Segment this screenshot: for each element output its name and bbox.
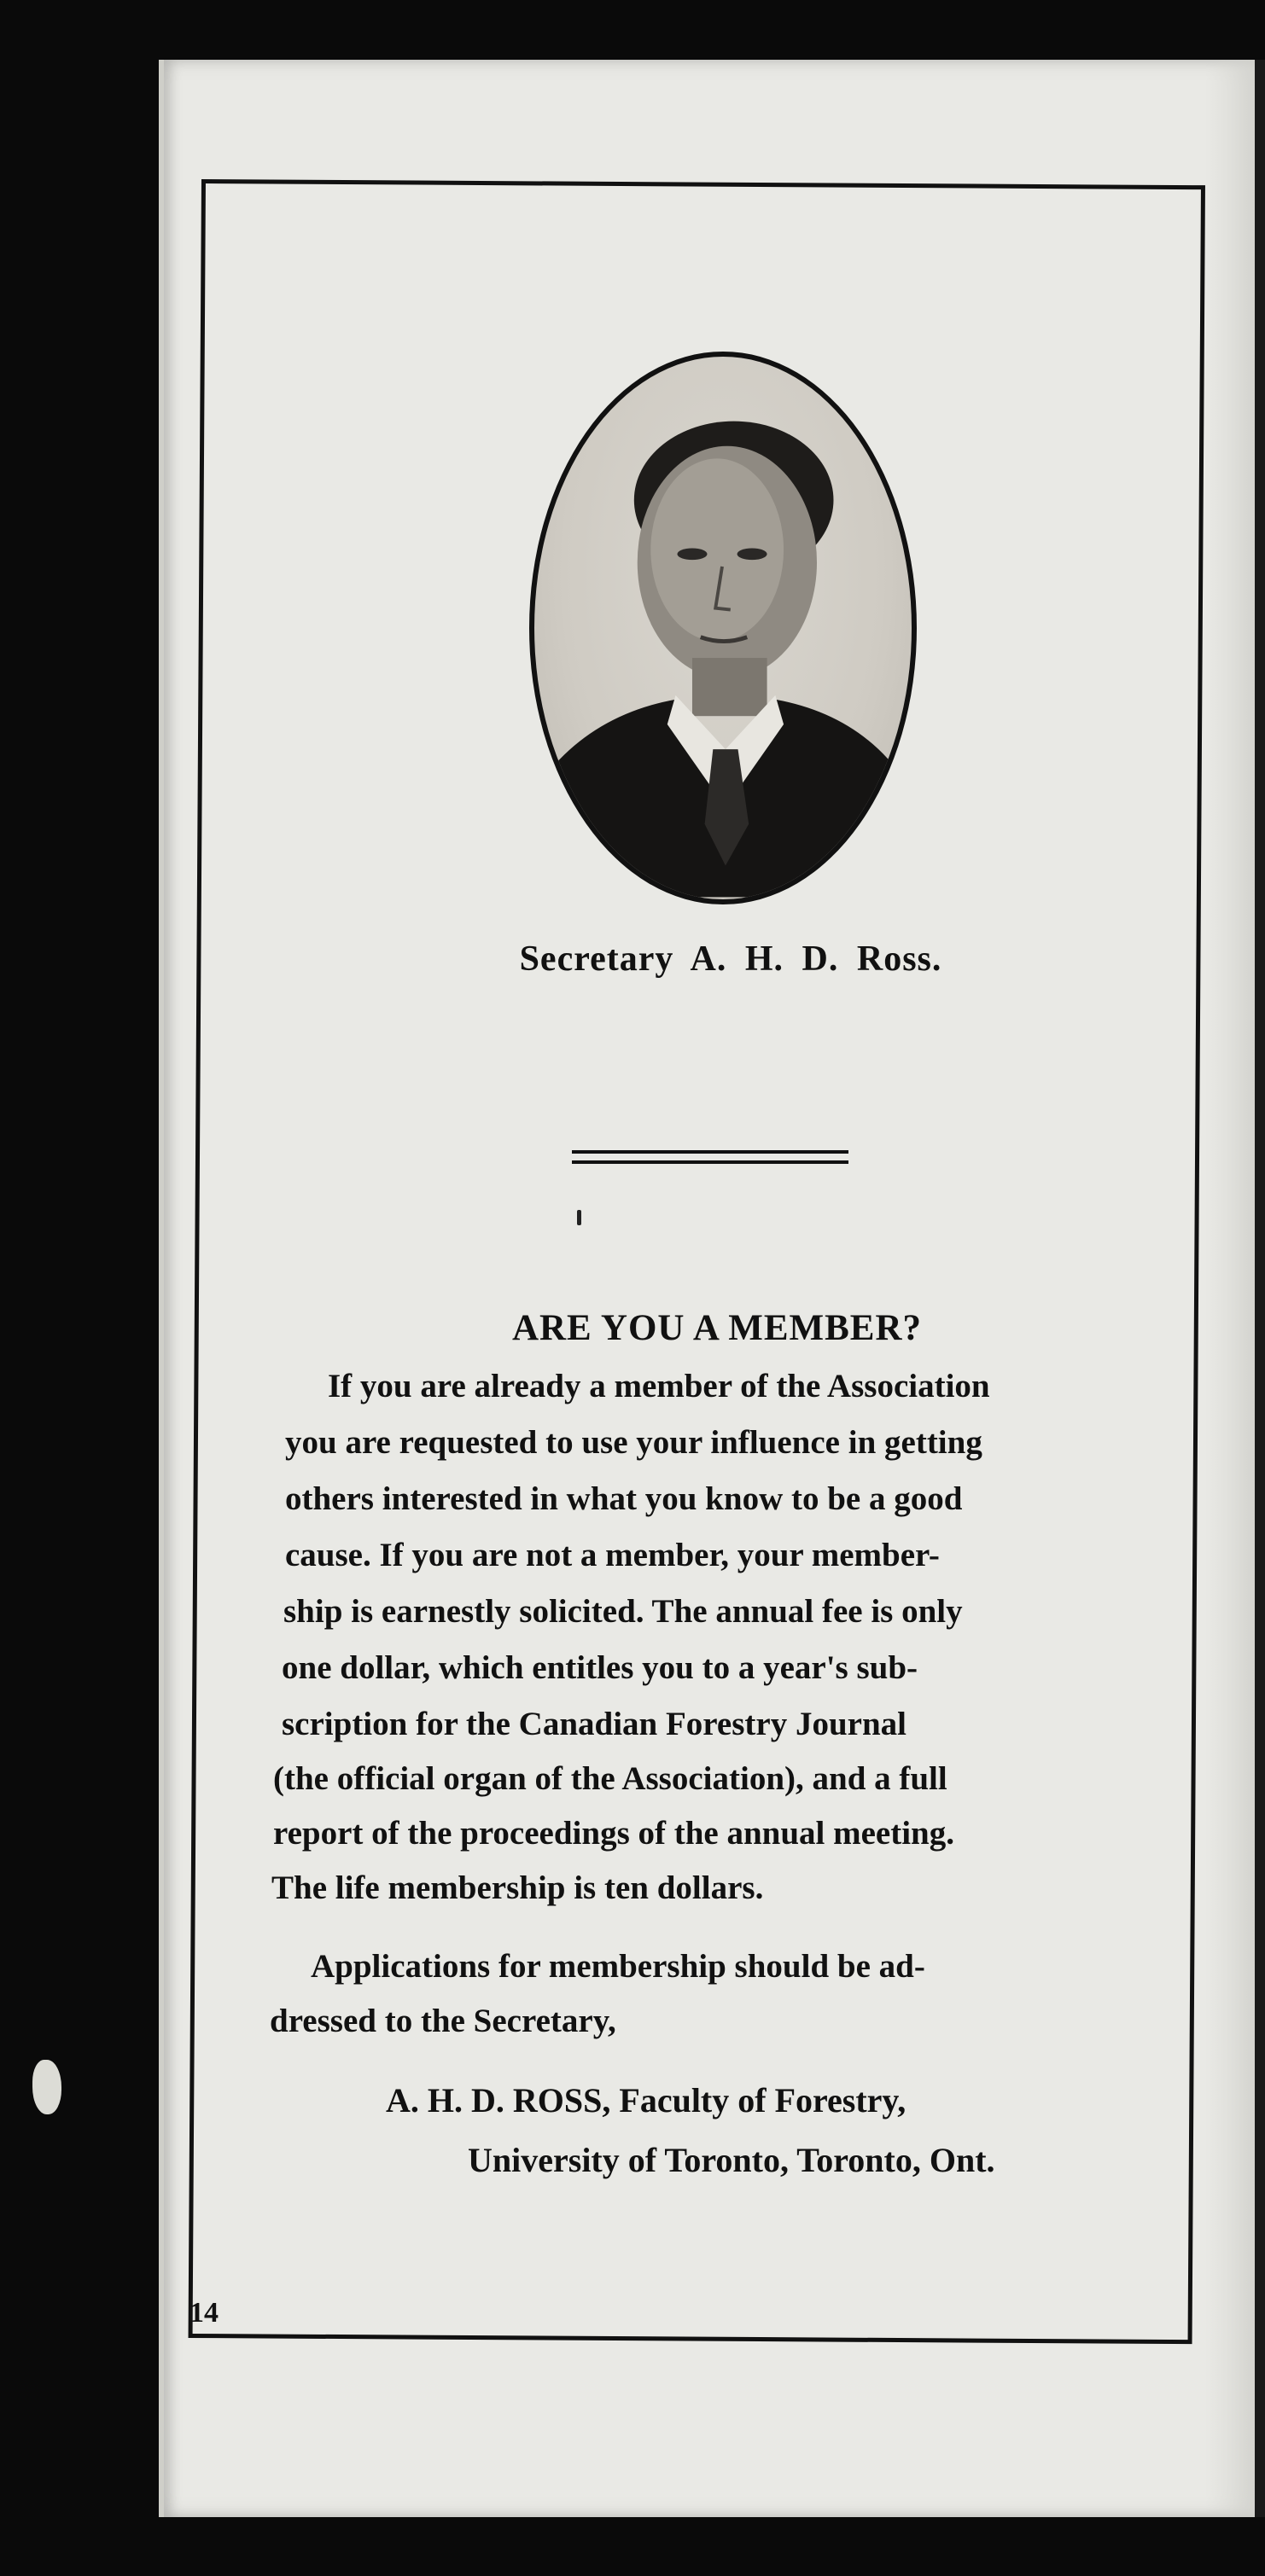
paragraph-line: cause. If you are not a member, your member-: [285, 1537, 940, 1573]
paragraph-line: ship is earnestly solicited. The annual fee is only: [283, 1593, 963, 1630]
portrait-photo: [529, 352, 917, 904]
portrait-caption: Secretary A. H. D. Ross.: [519, 939, 942, 979]
signature-line: University of Toronto, Toronto, Ont.: [468, 2141, 995, 2179]
paragraph-line: you are requested to use your influence in getting: [285, 1424, 982, 1461]
page-number: 14: [189, 2297, 219, 2329]
section-heading: ARE YOU A MEMBER?: [511, 1308, 923, 1348]
scan-edge: [1255, 60, 1265, 2517]
divider-rule-top: [572, 1150, 848, 1154]
paragraph-line: scription for the Canadian Forestry Journal: [282, 1706, 906, 1742]
paragraph-line: If you are already a member of the Association: [328, 1368, 990, 1404]
paragraph-line: others interested in what you know to be a good: [285, 1480, 963, 1517]
paragraph-line: (the official organ of the Association), and a full: [273, 1760, 947, 1797]
paragraph-line: The life membership is ten dollars.: [271, 1869, 764, 1906]
paragraph-line: one dollar, which entitles you to a year's sub-: [282, 1649, 918, 1686]
paragraph-line: Applications for membership should be ad-: [311, 1948, 925, 1985]
signature-line: A. H. D. ROSS, Faculty of Forestry,: [386, 2081, 906, 2120]
portrait-icon: [534, 357, 912, 899]
paragraph-line: dressed to the Secretary,: [270, 2003, 616, 2039]
divider-rule-bottom: [572, 1160, 848, 1164]
scan-artifact: [32, 2060, 61, 2114]
paragraph-line: report of the proceedings of the annual meeting.: [273, 1815, 954, 1852]
scan-speck: [577, 1210, 581, 1225]
